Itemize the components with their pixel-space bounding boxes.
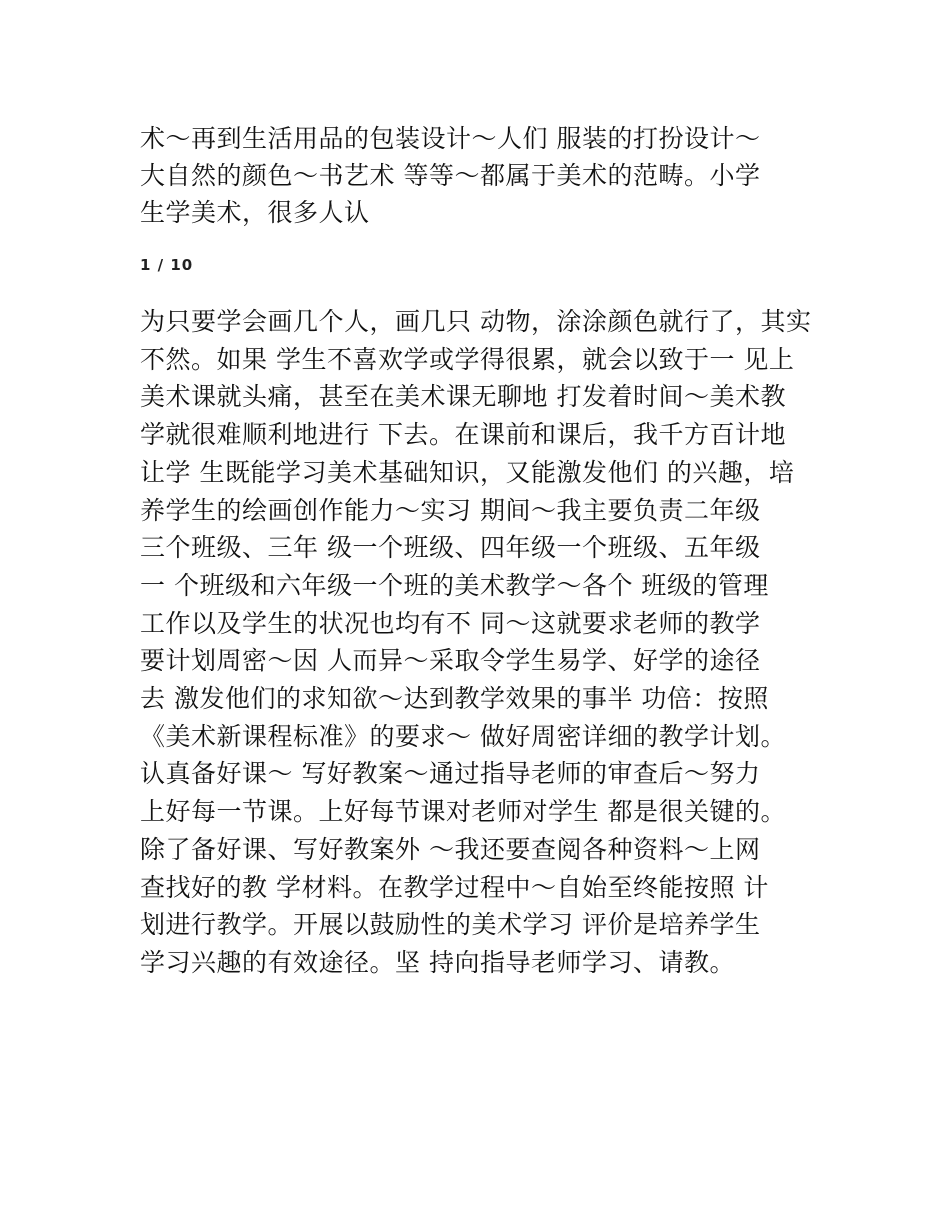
text-line: 除了备好课、写好教案外 ～我还要查阅各种资料～上网 (140, 834, 761, 864)
page-number: 1 / 10 (140, 256, 194, 274)
paragraph-main (140, 303, 820, 982)
text-line: 划进行教学。开展以鼓励性的美术学习 评价是培养学生 (140, 910, 761, 940)
text-line: 生学美术，很多人认 (140, 198, 370, 227)
text-line: 工作以及学生的状况也均有不 同～这就要求老师的教学 (140, 608, 761, 638)
text-line: 认真备好课～ 写好教案～通过指导老师的审查后～努力 (140, 759, 761, 789)
text-line: 大自然的颜色～书艺术 等等～都属于美术的范畴。小学 (140, 161, 761, 190)
text-line: 美术课就头痛，甚至在美术课无聊地 打发着时间～美术教 (140, 382, 786, 412)
text-line: 不然。如果 学生不喜欢学或学得很累，就会以致于一 见上 (140, 344, 795, 374)
text-line: 养学生的绘画创作能力～实习 期间～我主要负责二年级 (140, 495, 761, 525)
text-line: 去 激发他们的求知欲～达到教学效果的事半 功倍：按照 (140, 684, 769, 714)
text-line: 上好每一节课。上好每节课对老师对学生 都是很关键的。 (140, 797, 786, 827)
text-line: 《美术新课程标准》的要求～ 做好周密详细的教学计划。 (140, 721, 786, 751)
text-line: 术～再到生活用品的包装设计～人们 服装的打扮设计～ (140, 124, 761, 153)
text-line: 学就很难顺利地进行 下去。在课前和课后，我千方百计地 (140, 420, 786, 450)
text-line: 为只要学会画几个人，画几只 动物，涂涂颜色就行了，其实 (140, 307, 812, 336)
text-line: 一 个班级和六年级一个班的美术教学～各个 班级的管理 (140, 570, 769, 600)
text-line: 要计划周密～因 人而异～采取令学生易学、好学的途径 (140, 646, 761, 676)
text-line: 让学 生既能学习美术基础知识，又能激发他们 的兴趣，培 (140, 457, 795, 487)
paragraph-continued (140, 120, 820, 231)
text-line: 查找好的教 学材料。在教学过程中～自始至终能按照 计 (140, 872, 769, 902)
text-line: 学习兴趣的有效途径。坚 持向指导老师学习、请教。 (140, 947, 735, 977)
text-line: 三个班级、三年 级一个班级、四年级一个班级、五年级 (140, 533, 761, 563)
